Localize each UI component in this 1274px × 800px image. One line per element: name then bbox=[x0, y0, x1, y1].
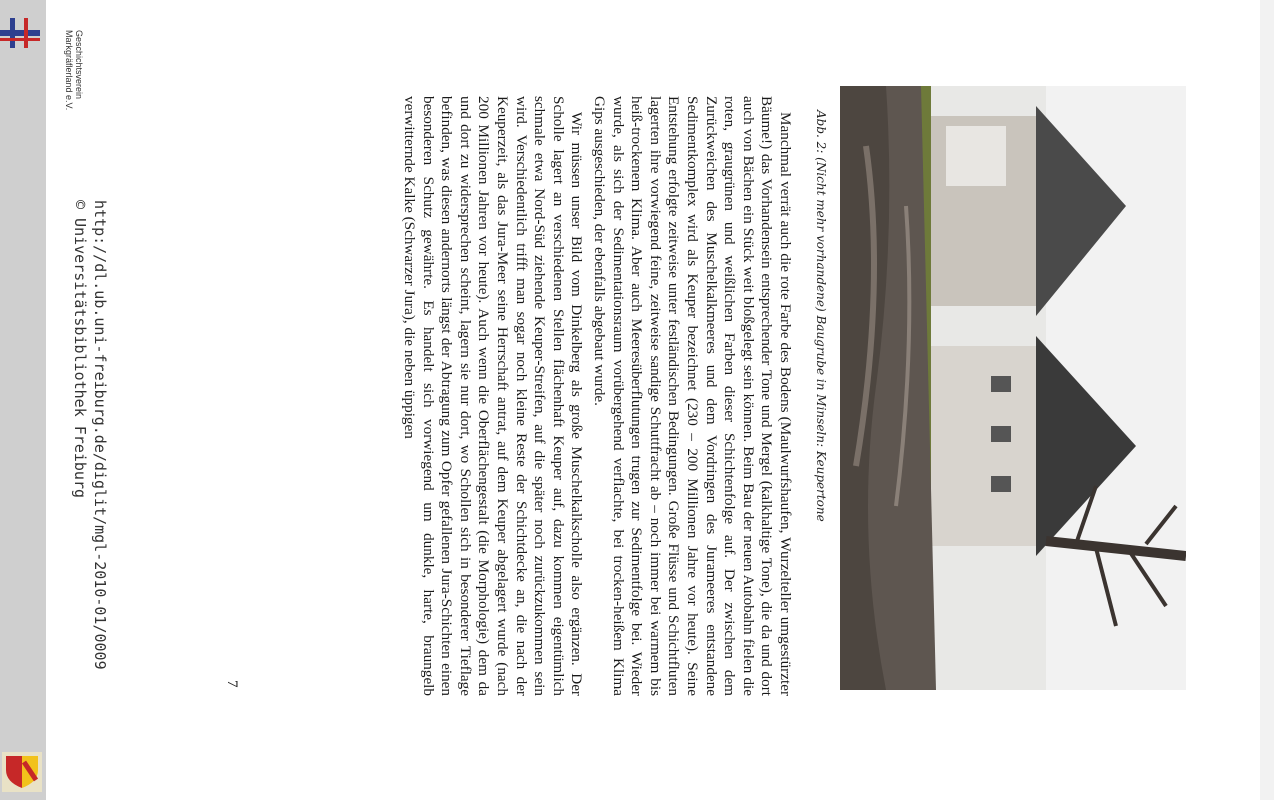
credits-block bbox=[70, 200, 110, 760]
viewer-logo-icon bbox=[0, 14, 40, 54]
paragraph-2: Wir müssen unser Bild vom Dinkelberg als große Muschelkalkscholle also ergänzen. Der Scholle lagert an verschiedenen Stellen flächenhaft Keuper auf, dazu kommen eigentümlich schmale etwa Nord-Süd ziehende Keuper-Streifen, auf die später noch zurückzukommen sein wird. Verschiedentlich trifft man sogar noch kleine Reste der Schichtdecke an, die nach der Keuperzeit, als das Jura-Meer seine Herrschaft antrat, auf dem Keuper abgelagert wurde (nach 200 Millionen Jahren vor heute). Auch wenn die Oberflächengestalt (die Morphologie) dem da und dort zu widersprechen scheint, lagern sie nur dort, wo Schollen sich in besonderer Tieflage befinden, was diesen andernorts längst der Abtragung zum Opfer gefallenen Jura-Schichten einen besonderen Schutz gewährte. Es handelt sich vorwiegend um dunkle, harte, braungelb verwitternde Kalke (Schwarzer Jura), die neben üppigen bbox=[401, 96, 586, 696]
figure-caption: Abb. 2: (Nicht mehr vorhandene) Baugrube in Minseln: Keupertone bbox=[814, 110, 828, 522]
source-url-link[interactable]: http://dl.ub.uni-freiburg.de/diglit/mgl-2010-01/0009 bbox=[91, 200, 109, 670]
left-margin-strip bbox=[0, 0, 46, 800]
body-text bbox=[400, 96, 794, 696]
figure-photo bbox=[840, 86, 1186, 690]
society-credit bbox=[64, 30, 84, 140]
right-margin-strip bbox=[1260, 0, 1274, 800]
paragraph-1: Manchmal verrät auch die rote Farbe des Bodens (Maulwurfshaufen, Wurzelteller umgestürzter Bäume!) das Vorhandensein entsprechender Tone und Mergel (kalkhaltige Tone), die da und dort auch von Bächen ein Stück weit bloßgelegt sein können. Beim Bau der neuen Autobahn fielen die roten, graugrünen und weißlichen Farben dieser Schichtenfolge auf. Der zwischen dem Zurückweichen des Muschelkalkmeeres und dem Vordringen des Jurameeres entstandene Sedimentkomplex wird als Keuper bezeichnet (230 – 200 Millionen Jahre vor heute). Seine Entstehung erfolgte zeitweise unter festländischen Bedingungen. Große Flüsse und Schichtfluten lagerten ihre vorwiegend feine, zeitweise sandige Schuttfracht ab – noch immer bei warmem bis heiß-trockenem Klima. Aber auch Meeresüberflutungen trugen zur Sedimentfolge bei. Wieder wurde, als sich der Sedimentationsraum vorübergehend verflachte, bei trocken-heißem Klima Gips ausgeschieden, der ebenfalls abgebaut wurde. bbox=[591, 96, 794, 696]
page-number: 7 bbox=[224, 680, 240, 688]
document-page bbox=[46, 0, 1260, 800]
coat-of-arms-icon bbox=[2, 752, 42, 792]
library-credit: © Universitätsbibliothek Freiburg bbox=[71, 200, 89, 499]
society-line-1: Geschichtsverein bbox=[74, 30, 84, 100]
society-line-2: Markgräflerland e.V. bbox=[64, 30, 74, 111]
